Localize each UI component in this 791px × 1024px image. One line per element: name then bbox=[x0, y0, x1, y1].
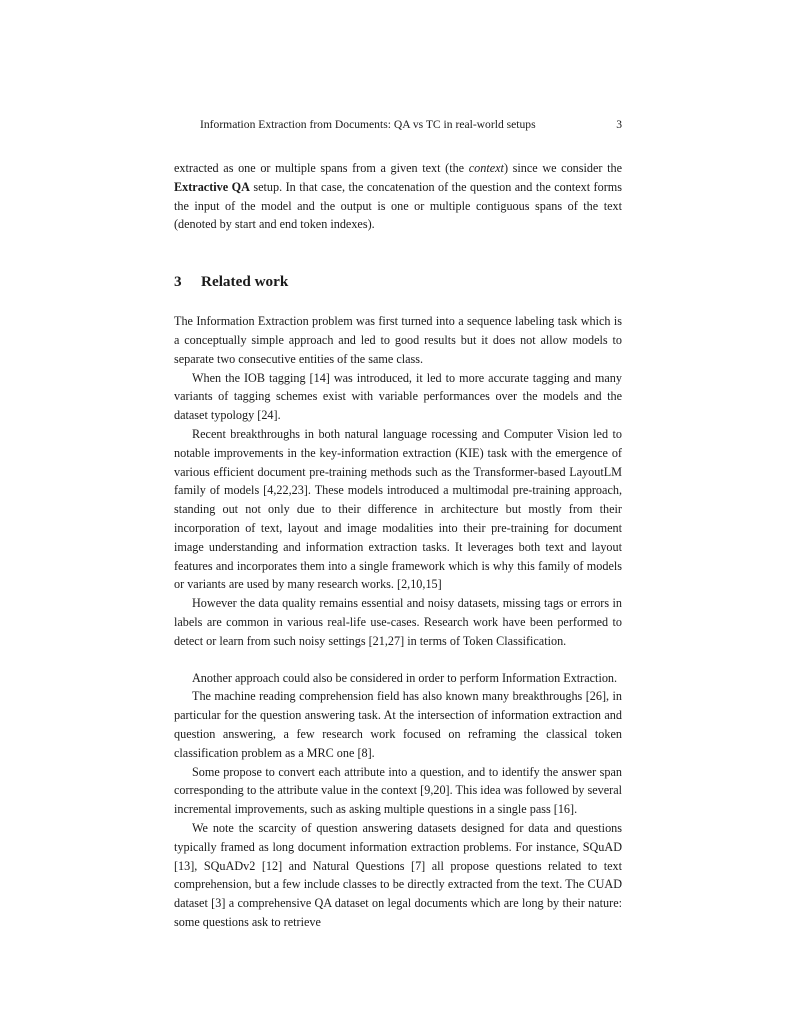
intro-text-c: setup. In that case, the concatenation of the question and the context forms the input of the model and the output is one or multiple contiguous spans of the text (denoted by start and end token indexes). bbox=[174, 179, 622, 232]
page-number: 3 bbox=[616, 118, 622, 131]
running-header bbox=[174, 116, 622, 134]
paragraph-mrc: The machine reading comprehension field has also known many breakthroughs [26], in particular for the question answering task. At the intersection of information extraction and question answering, a few research work focused on reframing the classical token classification problem as a MRC one [8]. bbox=[174, 689, 622, 760]
intro-extractive-qa: Extractive QA bbox=[174, 179, 250, 194]
intro-text-a: extracted as one or multiple spans from a given text (the bbox=[174, 161, 469, 175]
paragraph-iob-tagging: When the IOB tagging [14] was introduced, it led to more accurate tagging and many variants of tagging schemes exist with variable performances over the models and the dataset typology [24]. bbox=[174, 370, 622, 423]
section-number: 3 bbox=[174, 273, 182, 291]
section-heading bbox=[174, 271, 622, 293]
paragraph-sequence-labeling: The Information Extraction problem was first turned into a sequence labeling task which is a conceptually simple approach and led to good results but it does not allow models to separate two consecutive entities of the same class. bbox=[174, 314, 622, 366]
running-title: Information Extraction from Documents: QA vs TC in real-world setups bbox=[200, 118, 536, 131]
paper-page bbox=[174, 116, 622, 932]
paragraph-layoutlm: Recent breakthroughs in both natural language rocessing and Computer Vision led to notable improvements in the key-information extraction (KIE) task with the emergence of various efficient document pre-training methods such as the Transformer-based LayoutLM family of models [4,22,23]. These models introduced a multimodal pre-training approach, standing out not only due to their difference in architecture but mostly from their incorporation of text, layout and image modalities into their pre-training for document image understanding and information extraction tasks. It leverages both text and layout features and incorporates them into a single framework which is why this family of models or variants are used by many research works. [2,10,15] bbox=[174, 426, 622, 592]
intro-paragraph bbox=[174, 159, 622, 234]
paragraph-qa-datasets: We note the scarcity of question answering datasets designed for data and questions typically framed as long document information extraction problems. For instance, SQuAD [13], SQuADv2 [12] and Natural Questions [7] all propose questions related to text comprehension, but a few include classes to be directly extracted from the text. The CUAD dataset [3] a comprehensive QA dataset on legal documents which are long by their nature: some questions ask to retrieve bbox=[174, 820, 622, 929]
paragraph-gap bbox=[174, 651, 622, 669]
paragraph-attribute-question: Some propose to convert each attribute into a question, and to identify the answer span corresponding to the attribute value in the context [9,20]. This idea was followed by several incremental improvements, such as asking multiple questions in a single pass [16]. bbox=[174, 764, 622, 817]
intro-text-b: ) since we consider the bbox=[503, 161, 622, 175]
paragraph-noisy-data: However the data quality remains essential and noisy datasets, missing tags or errors in labels are common in various real-life use-cases. Research work have been performed to detect or learn from such noisy settings [21,27] in terms of Token Classification. bbox=[174, 596, 622, 648]
intro-context-term: context bbox=[468, 161, 504, 175]
paragraph-another-approach: Another approach could also be considered in order to perform Information Extraction. bbox=[192, 670, 618, 685]
section-title: Related work bbox=[201, 273, 289, 291]
